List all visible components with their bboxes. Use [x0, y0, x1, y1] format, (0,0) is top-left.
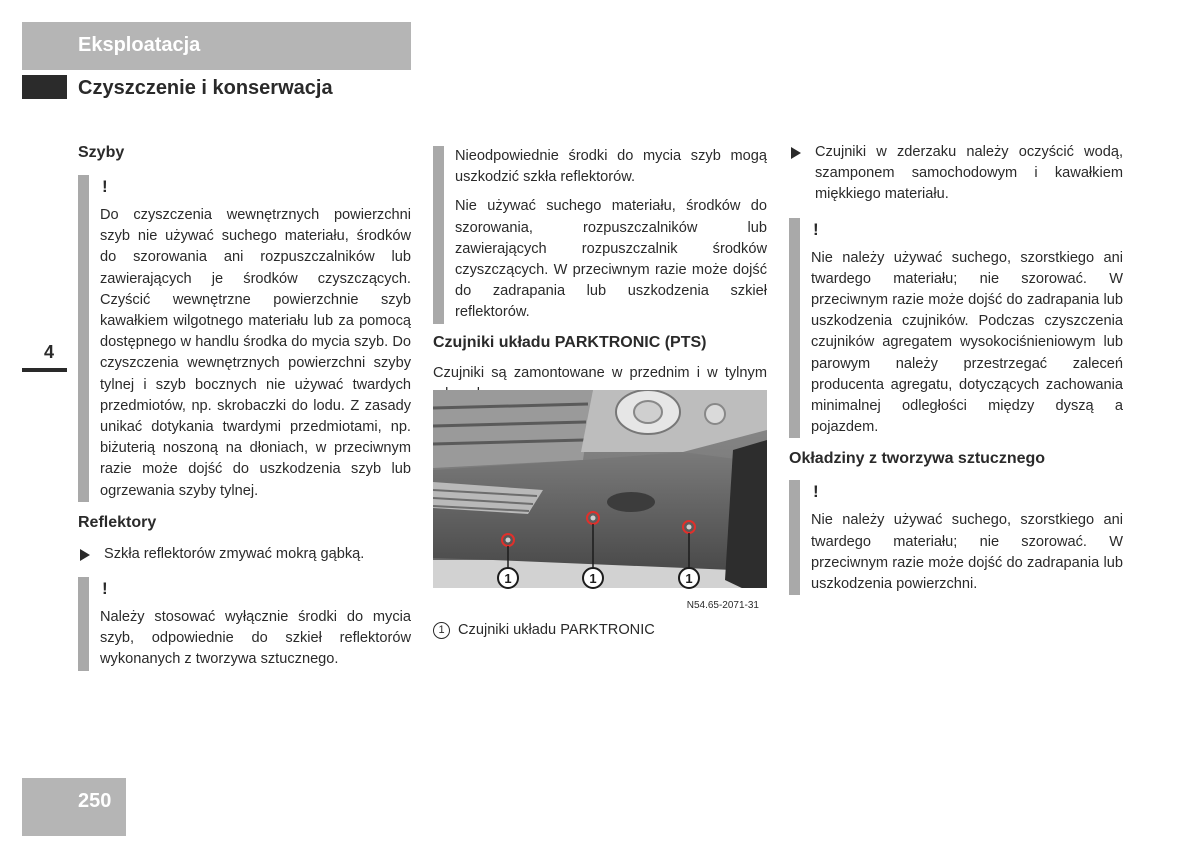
warning-bar — [789, 218, 800, 439]
warning-text-czujniki: Nie należy używać suchego, szorstkiego ani twardego materiału; nie szorować. W przeciwnym razie może dojść do zadrapania lub uszkodzenia czujników. Podczas czyszczenia czujników agregatem wysokociśnieniowym lub parowym należy przestrzegać zaleceń producenta agregatu, dotyczących zachowania minimalnej odległości między dyszą a pojazdem. — [811, 249, 1123, 436]
warning-box-reflektory — [78, 577, 411, 671]
bumper-photo — [433, 390, 767, 612]
callout-label: 1 — [589, 571, 597, 586]
warning-icon: ! — [102, 579, 108, 599]
warning-box-okladziny — [789, 480, 1123, 595]
title-marker-block — [22, 75, 67, 99]
warning-text-reflektory: Należy stosować wyłącznie środki do mycia szyb, odpowiednie do szkieł reflektorów wykonanych z tworzywa sztucznego. — [100, 609, 411, 668]
bumper-illustration — [433, 390, 767, 612]
section-title: Eksploatacja — [78, 34, 201, 56]
warning-icon: ! — [813, 482, 819, 502]
bullet-text-czujniki: Czujniki w zderzaku należy oczyścić wodą, szamponem samochodowym i kawałkiem miękkiego materiału. — [815, 144, 1123, 203]
warning-box-reflektory-cont — [433, 146, 767, 324]
warning-bar — [433, 146, 444, 324]
heading-parktronic: Czujniki układu PARKTRONIC (PTS) — [433, 333, 707, 351]
photo-caption — [433, 622, 655, 639]
warning-icon: ! — [813, 219, 819, 239]
caption-text: Czujniki układu PARKTRONIC — [458, 622, 655, 638]
warning-box-czujniki — [789, 218, 1123, 439]
image-code: N54.65-2071-31 — [686, 600, 759, 611]
bullet-czujniki — [789, 142, 1123, 206]
bullet-reflektory — [78, 544, 411, 565]
chapter-number: 4 — [44, 342, 55, 362]
warning-text-p1: Nieodpowiednie środki do mycia szyb mogą uszkodzić szkła reflektorów. — [455, 148, 767, 186]
bullet-text-reflektory: Szkła reflektorów zmywać mokrą gąbką. — [104, 545, 365, 562]
warning-bar — [78, 577, 89, 671]
warning-text-okladziny: Nie należy używać suchego, szorstkiego ani twardego materiału; nie szorować. W przeciwnym razie może dojść do zadrapania lub uszkodzenia powierzchni. — [811, 512, 1123, 593]
warning-bar — [78, 175, 89, 502]
warning-text-szyby: Do czyszczenia wewnętrznych powierzchni szyb nie używać suchego materiału, środków do szorowania ani rozpuszczalników lub zawierających je środków czyszczących. Czyścić wewnętrzne powierzchnie szyb kawałkiem wilgotnego materiału lub za pomocą dostępnego w handlu środka do mycia szyb. Do czyszczenia wewnętrznych powierzchni szyby tylnej i szyb bocznych nie używać twardych przedmiotów, np. skrobaczki do lodu. Z zasady unikać dotykania twardymi przedmiotami, np. biżuterią noszoną na dłoniach, w przeciwnym razie może dojść do uszkodzenia szyb lub ogrzewania szyby tylnej. — [100, 207, 411, 499]
column-2 — [433, 146, 767, 405]
parktronic-text: Czujniki są zamontowane w przednim i w tylnym — [433, 364, 767, 381]
column-1 — [78, 142, 411, 671]
warning-text-p2: Nie używać suchego materiału, środków do szorowania, rozpuszczalników lub zawierających rozpuszczalnik środków czyszczących. W przeciwnym razie może dojść do zadrapania lub uszkodzenia szkieł reflektorów. — [455, 198, 767, 321]
section-header-bar — [22, 22, 411, 70]
column-3 — [789, 142, 1123, 595]
heading-reflektory: Reflektory — [78, 513, 157, 531]
heading-okladziny: Okładziny z tworzywa sztucznego — [789, 450, 1046, 468]
warning-bar — [789, 480, 800, 595]
page-number: 250 — [78, 790, 112, 812]
bullet-arrow-icon — [791, 147, 801, 159]
callout-label: 1 — [685, 571, 693, 586]
bullet-arrow-icon — [80, 549, 90, 561]
caption-number: 1 — [433, 622, 450, 639]
page-title: Czyszczenie i konserwacja — [78, 77, 333, 99]
heading-szyby: Szyby — [78, 144, 125, 161]
chapter-tab — [22, 342, 67, 372]
warning-icon: ! — [102, 177, 108, 196]
warning-box-szyby — [78, 175, 411, 502]
page-number-box — [22, 778, 126, 836]
callout-label: 1 — [504, 571, 512, 586]
